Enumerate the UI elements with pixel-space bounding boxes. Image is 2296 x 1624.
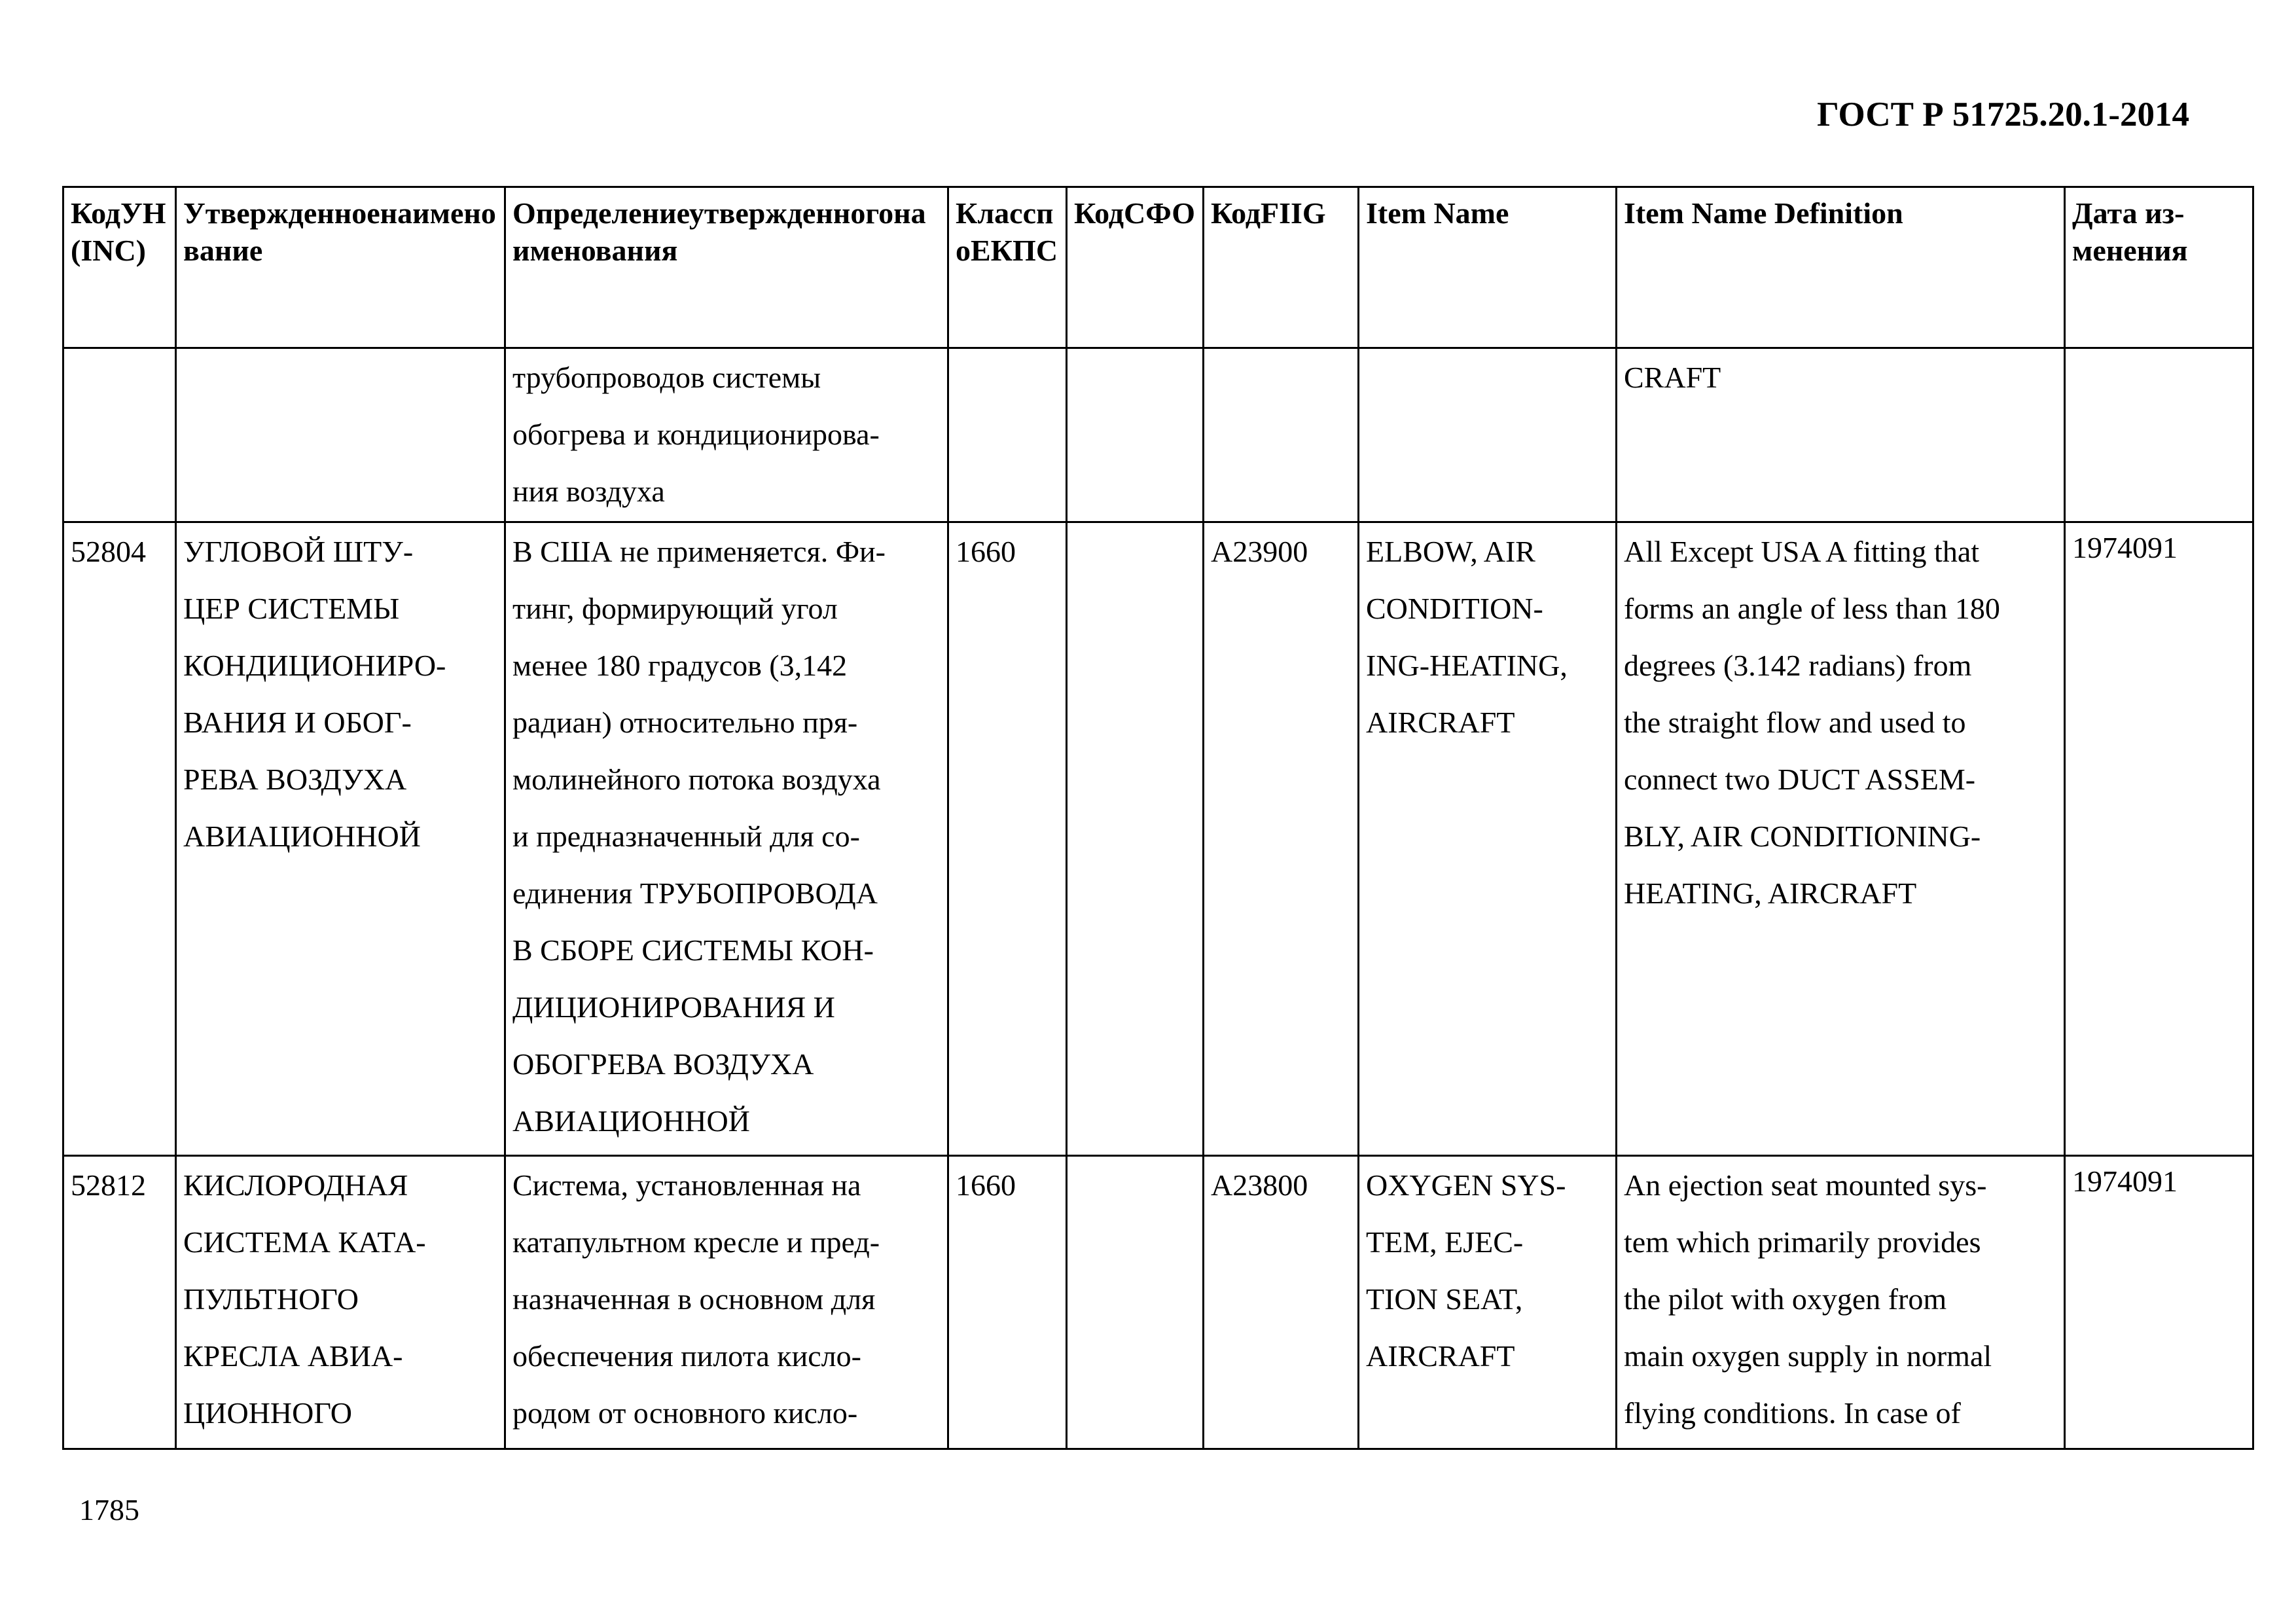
- table-row: [63, 522, 2253, 1156]
- cell-sfo: [1067, 348, 1204, 522]
- cell-fiig: [1204, 348, 1359, 522]
- cell-item-name: ELBOW, AIR CONDITION- ING-HEATING, AIRCRAFT: [1359, 522, 1617, 1156]
- table-header-row: [63, 187, 2253, 348]
- cell-sfo: [1067, 1156, 1204, 1449]
- col-header-class: КласспоЕКПС: [948, 187, 1067, 348]
- col-header-change-date: Дата из-менения: [2065, 187, 2253, 348]
- cell-inc: 52804: [63, 522, 176, 1156]
- cell-inc: 52812: [63, 1156, 176, 1449]
- cell-item-name-definition: An ejection seat mounted sys- tem which primarily provides the pilot with oxygen from main oxygen supply in normal flying conditions. In case of: [1617, 1156, 2065, 1449]
- cell-approved-name: [176, 348, 505, 522]
- col-header-sfo: КодСФО: [1067, 187, 1204, 348]
- cell-item-name-definition: CRAFT: [1617, 348, 2065, 522]
- table-row: [63, 348, 2253, 522]
- cell-class: [948, 348, 1067, 522]
- col-header-inc: КодУН(INC): [63, 187, 176, 348]
- col-header-fiig: КодFIIG: [1204, 187, 1359, 348]
- cell-approved-name: УГЛОВОЙ ШТУ- ЦЕР СИСТЕМЫ КОНДИЦИОНИРО- ВАНИЯ И ОБОГ- РЕВА ВОЗДУХА АВИАЦИОННОЙ: [176, 522, 505, 1156]
- cell-definition: В США не применяется. Фи- тинг, формирующий угол менее 180 градусов (3,142 радиан) относительно пря- молинейного потока воздуха и предназначенный для со- единения ТРУБОПРОВОДА В СБОРЕ СИСТЕМЫ КОН- ДИЦИОНИРОВАНИЯ И ОБОГРЕВА ВОЗДУХА АВИАЦИОННОЙ: [505, 522, 948, 1156]
- cell-change-date: 1974091: [2065, 1156, 2253, 1449]
- page-number: 1785: [79, 1493, 139, 1526]
- cell-definition: трубопроводов системы обогрева и кондиционирова- ния воздуха: [505, 348, 948, 522]
- cell-sfo: [1067, 522, 1204, 1156]
- cell-inc: [63, 348, 176, 522]
- nomenclature-table: [62, 186, 2254, 1450]
- col-header-definition: Определениеутвержденногонаименования: [505, 187, 948, 348]
- cell-change-date: [2065, 348, 2253, 522]
- document-code: ГОСТ Р 51725.20.1-2014: [1817, 96, 2189, 134]
- col-header-approved-name: Утвержденноенаименование: [176, 187, 505, 348]
- cell-class: 1660: [948, 522, 1067, 1156]
- table-row: [63, 1156, 2253, 1449]
- cell-class: 1660: [948, 1156, 1067, 1449]
- cell-fiig: A23800: [1204, 1156, 1359, 1449]
- cell-fiig: A23900: [1204, 522, 1359, 1156]
- cell-item-name: [1359, 348, 1617, 522]
- col-header-item-name: Item Name: [1359, 187, 1617, 348]
- cell-definition: Система, установленная на катапультном кресле и пред- назначенная в основном для обеспечения пилота кисло- родом от основного кисло-: [505, 1156, 948, 1449]
- cell-item-name-definition: All Except USA A fitting that forms an angle of less than 180 degrees (3.142 radians) from the straight flow and used to connect two DUCT ASSEM- BLY, AIR CONDITIONING- HEATING, AIRCRAFT: [1617, 522, 2065, 1156]
- cell-item-name: OXYGEN SYS- TEM, EJEC- TION SEAT, AIRCRAFT: [1359, 1156, 1617, 1449]
- cell-change-date: 1974091: [2065, 522, 2253, 1156]
- cell-approved-name: КИСЛОРОДНАЯ СИСТЕМА КАТА- ПУЛЬТНОГО КРЕСЛА АВИА- ЦИОННОГО: [176, 1156, 505, 1449]
- col-header-item-name-definition: Item Name Definition: [1617, 187, 2065, 348]
